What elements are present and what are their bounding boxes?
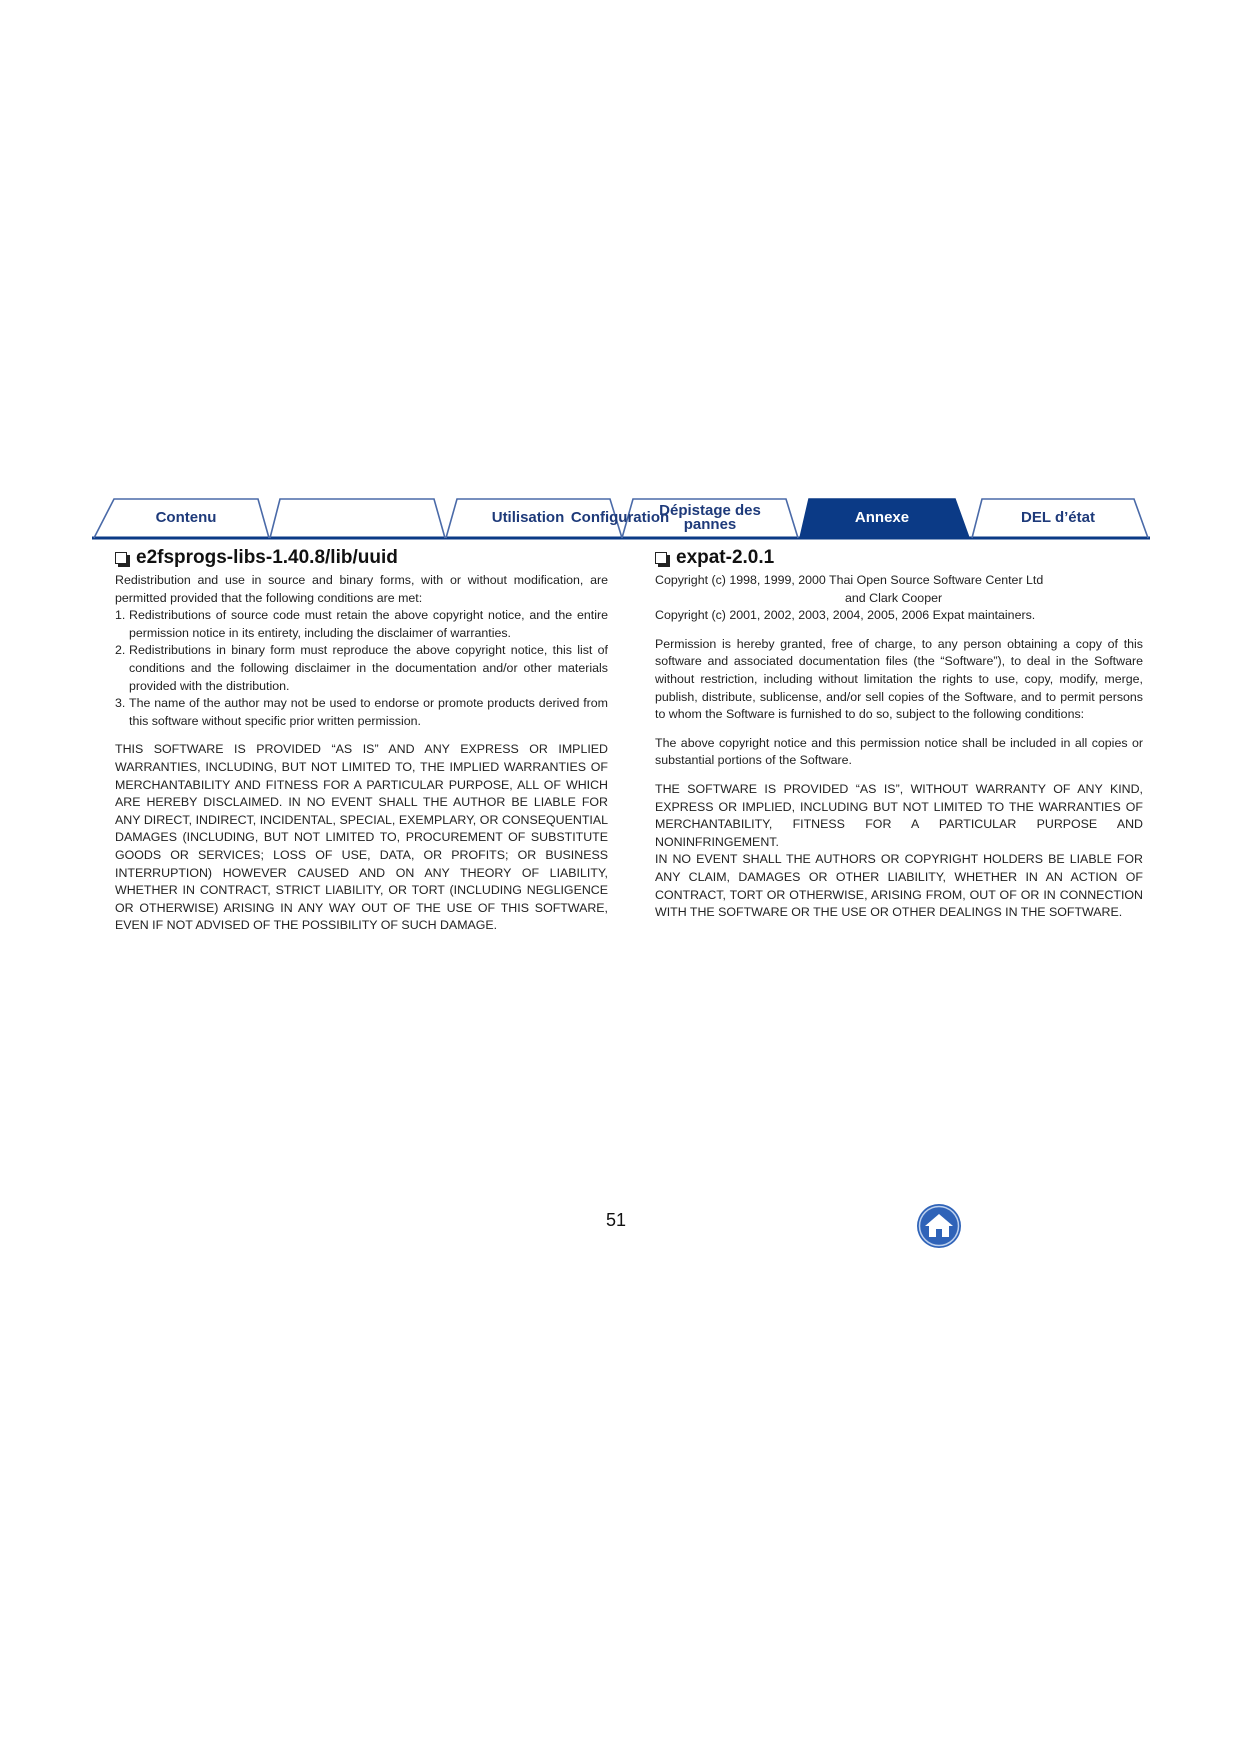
left-column bbox=[115, 546, 608, 935]
notice-text: The above copyright notice and this permission notice shall be included in all copies or substantial portions of the Software. bbox=[655, 735, 1143, 768]
list-number: 1. bbox=[115, 608, 126, 623]
permission-text: Permission is hereby granted, free of charge, to any person obtaining a copy of this software and associated documentation files (the “Software”), to deal in the Software without restriction, including without limitation the rights to use, copy, modify, merge, publish, distribute, sublicense, and/or sell copies of the Software, and to permit persons to whom the Software is furnished to do so, subject to the following conditions: bbox=[655, 636, 1143, 722]
page-number: 51 bbox=[605, 1210, 627, 1230]
tab-depistage[interactable] bbox=[632, 496, 788, 539]
tab-contenu[interactable] bbox=[112, 496, 260, 539]
tab-utilisation[interactable] bbox=[483, 496, 573, 539]
tab-del-etat[interactable] bbox=[980, 496, 1136, 539]
tab-label: Configuration bbox=[570, 508, 670, 526]
home-icon bbox=[916, 1203, 962, 1249]
copyright-line: Copyright (c) 2001, 2002, 2003, 2004, 2005, 2006 Expat maintainers. bbox=[655, 608, 1036, 623]
home-button[interactable] bbox=[916, 1203, 962, 1249]
list-item bbox=[115, 607, 608, 642]
conditions-list bbox=[115, 607, 608, 730]
list-number: 2. bbox=[115, 643, 126, 658]
section-heading bbox=[655, 546, 1143, 570]
right-column bbox=[655, 546, 1143, 922]
tab-label: Annexe bbox=[854, 508, 910, 526]
list-number: 3. bbox=[115, 696, 126, 711]
tab-bar bbox=[92, 496, 1150, 539]
section-title: e2fsprogs-libs-1.40.8/lib/uuid bbox=[136, 547, 398, 568]
section-heading bbox=[115, 546, 608, 570]
list-text: Redistributions in binary form must reproduce the above copyright notice, this list of conditions and the following disclaimer in the documentation and/or other materials provided with the distribution. bbox=[129, 643, 608, 693]
license-intro: Redistribution and use in source and binary forms, with or without modification, are permitted provided that the following conditions are met: bbox=[115, 573, 608, 605]
disclaimer-text: THIS SOFTWARE IS PROVIDED “AS IS” AND ANY EXPRESS OR IMPLIED WARRANTIES, INCLUDING, BUT NOT LIMITED TO, THE IMPLIED WARRANTIES OF MERCHANTABILITY AND FITNESS FOR A PARTICULAR PURPOSE, ALL OF WHICH ARE HEREBY DISCLAIMED. IN NO EVENT SHALL THE AUTHOR BE LIABLE FOR ANY DIRECT, INDIRECT, INCIDENTAL, SPECIAL, EXEMPLARY, OR CONSEQUENTIAL DAMAGES (INCLUDING, BUT NOT LIMITED TO, PROCUREMENT OF SUBSTITUTE GOODS OR SERVICES; LOSS OF USE, DATA, OR PROFITS; OR BUSINESS INTERRUPTION) HOWEVER CAUSED AND ON ANY THEORY OF LIABILITY, WHETHER IN CONTRACT, STRICT LIABILITY, OR TORT (INCLUDING NEGLIGENCE OR OTHERWISE) ARISING IN ANY WAY OUT OF THE USE OF THIS SOFTWARE, EVEN IF NOT ADVISED OF THE POSSIBILITY OF SUCH DAMAGE. bbox=[115, 742, 608, 933]
checkbox-bullet-icon bbox=[115, 552, 127, 564]
tab-blank[interactable] bbox=[278, 496, 436, 539]
list-text: The name of the author may not be used to endorse or promote products derived from this software without specific prior written permission. bbox=[129, 696, 608, 728]
copyright-line: Copyright (c) 1998, 1999, 2000 Thai Open Source Software Center Ltd bbox=[655, 573, 1044, 587]
checkbox-bullet-icon bbox=[655, 552, 667, 564]
liability-text: IN NO EVENT SHALL THE AUTHORS OR COPYRIGHT HOLDERS BE LIABLE FOR ANY CLAIM, DAMAGES OR OTHER LIABILITY, WHETHER IN AN ACTION OF CONTRACT, TORT OR OTHERWISE, ARISING FROM, OUT OF OR IN CONNECTION WITH THE SOFTWARE OR THE USE OR OTHER DEALINGS IN THE SOFTWARE. bbox=[655, 852, 1143, 920]
tab-label: DEL d’état bbox=[1021, 508, 1095, 526]
list-item bbox=[115, 695, 608, 730]
list-item bbox=[115, 642, 608, 695]
tab-label: Contenu bbox=[155, 508, 217, 526]
tab-annexe[interactable] bbox=[806, 496, 958, 539]
tab-label: Utilisation bbox=[491, 508, 565, 526]
copyright-line-continued: and Clark Cooper bbox=[845, 590, 943, 605]
section-title: expat-2.0.1 bbox=[676, 547, 775, 568]
warranty-text: THE SOFTWARE IS PROVIDED “AS IS”, WITHOUT WARRANTY OF ANY KIND, EXPRESS OR IMPLIED, INCLUDING BUT NOT LIMITED TO THE WARRANTIES OF MERCHANTABILITY, FITNESS FOR A PARTICULAR PURPOSE AND NONINFRINGEMENT. bbox=[655, 781, 1143, 849]
tab-label: Dépistage des pannes bbox=[659, 501, 761, 533]
list-text: Redistributions of source code must retain the above copyright notice, and the entire permission notice in its entirety, including the disclaimer of warranties. bbox=[129, 608, 608, 640]
